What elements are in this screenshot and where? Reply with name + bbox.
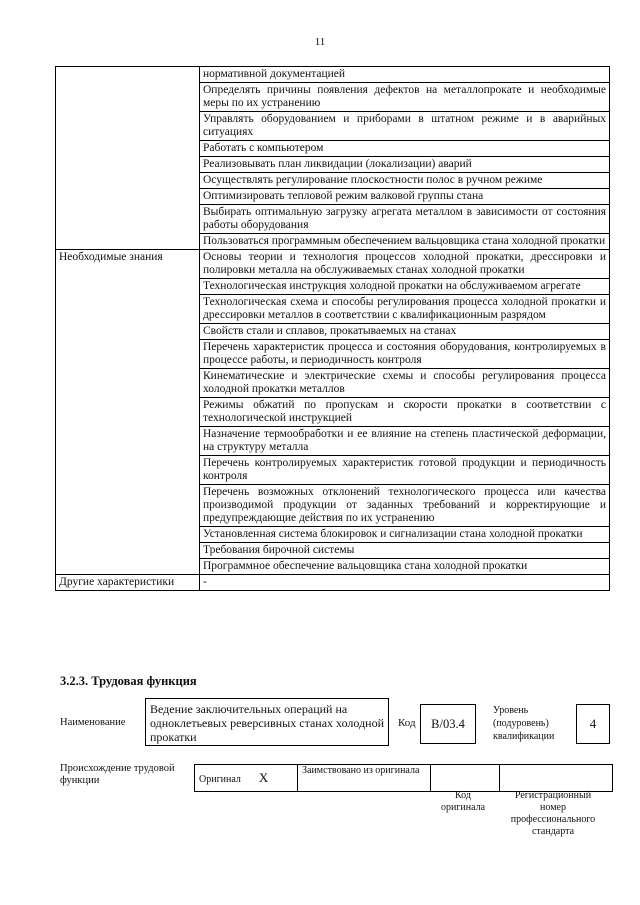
table-cell: нормативной документацией xyxy=(200,67,610,83)
table-row xyxy=(56,250,610,279)
table-cell: Реализовывать план ликвидации (локализации) аварий xyxy=(200,157,610,173)
original-mark: X xyxy=(258,770,269,785)
level-value: 4 xyxy=(576,704,610,744)
original-label: Оригинал xyxy=(199,774,241,785)
reg-number-caption xyxy=(498,790,608,838)
code-original-caption xyxy=(428,790,498,814)
table-cell: Требования бирочной системы xyxy=(200,543,610,559)
table-cell: Пользоваться программным обеспечением вальцовщика стана холодной прокатки xyxy=(200,234,610,250)
table-cell: Программное обеспечение вальцовщика стана холодной прокатки xyxy=(200,559,610,575)
caption-line: Регистрационный xyxy=(514,790,592,801)
table-cell: Перечень возможных отклонений технологического процесса или качества производимой продукции от заданных требований и корректирующие и предупреждающие действия по их устранению xyxy=(200,485,610,527)
table-cell: Свойств стали и сплавов, прокатываемых на станах xyxy=(200,324,610,340)
reg-number-cell xyxy=(500,765,613,792)
borrowed-label: Заимствовано из оригинала xyxy=(298,765,431,792)
table-cell: Основы теории и технология процессов холодной прокатки, дрессировки и полировки металла на обслуживаемых станах холодной прокатки xyxy=(200,250,610,279)
table-cell: Определять причины появления дефектов на металлопрокате и необходимые меры по их устранению xyxy=(200,83,610,112)
page-number: 11 xyxy=(314,36,326,48)
table-row xyxy=(56,67,610,83)
table-cell: Установленная система блокировок и сигнализации стана холодной прокатки xyxy=(200,527,610,543)
function-name-box: Ведение заключительных операций на одноклетьевых реверсивных станах холодной прокатки xyxy=(145,698,389,746)
table-cell: Управлять оборудованием и приборами в штатном режиме и в аварийных ситуациях xyxy=(200,112,610,141)
skills-label-cell xyxy=(56,67,200,250)
table-cell: Работать с компьютером xyxy=(200,141,610,157)
table-row xyxy=(195,765,613,792)
requirements-table xyxy=(55,66,610,591)
table-cell: Выбирать оптимальную загрузку агрегата металлом в зависимости от состояния работы оборудования xyxy=(200,205,610,234)
section-title: 3.2.3. Трудовая функция xyxy=(60,674,197,688)
level-label-line-1: Уровень xyxy=(493,705,529,716)
caption-line: профессионального xyxy=(510,814,596,825)
name-label: Наименование xyxy=(60,717,126,728)
caption-line: номер xyxy=(540,802,566,813)
table-row xyxy=(56,575,610,591)
table-cell: Технологическая схема и способы регулирования процесса холодной прокатки и дрессировки металлов в соответствии с квалификационным разрядом xyxy=(200,295,610,324)
other-value: - xyxy=(200,575,610,591)
table-cell: Назначение термообработки и ее влияние на степень пластической деформации, на структуру металла xyxy=(200,427,610,456)
caption-line: стандарта xyxy=(531,826,575,837)
table-cell: Перечень характеристик процесса и состояния оборудования, контролируемых в процессе работы, и периодичность контроля xyxy=(200,340,610,369)
caption-line: Код xyxy=(455,790,471,801)
table-cell: Перечень контролируемых характеристик готовой продукции и периодичность контроля xyxy=(200,456,610,485)
original-cell xyxy=(195,765,298,792)
code-value: B/03.4 xyxy=(420,704,476,744)
table-cell: Кинематические и электрические схемы и способы регулирования процесса холодной прокатки металлов xyxy=(200,369,610,398)
level-label-line-2: (подуровень) xyxy=(493,718,549,729)
table-cell: Осуществлять регулирование плоскостности полос в ручном режиме xyxy=(200,173,610,189)
origin-table xyxy=(194,764,613,792)
code-original-cell xyxy=(431,765,500,792)
table-cell: Оптимизировать тепловой режим валковой группы стана xyxy=(200,189,610,205)
knowledge-label: Необходимые знания xyxy=(56,250,200,575)
caption-line: оригинала xyxy=(440,802,486,813)
table-cell: Технологическая инструкция холодной прокатки на обслуживаемом агрегате xyxy=(200,279,610,295)
table-cell: Режимы обжатий по пропускам и скорости прокатки в соответствии с технологической инструкцией xyxy=(200,398,610,427)
code-label: Код xyxy=(398,717,416,729)
origin-label: Происхождение трудовой функции xyxy=(60,763,175,786)
other-label: Другие характеристики xyxy=(56,575,200,591)
level-label-line-3: квалификации xyxy=(493,731,555,742)
